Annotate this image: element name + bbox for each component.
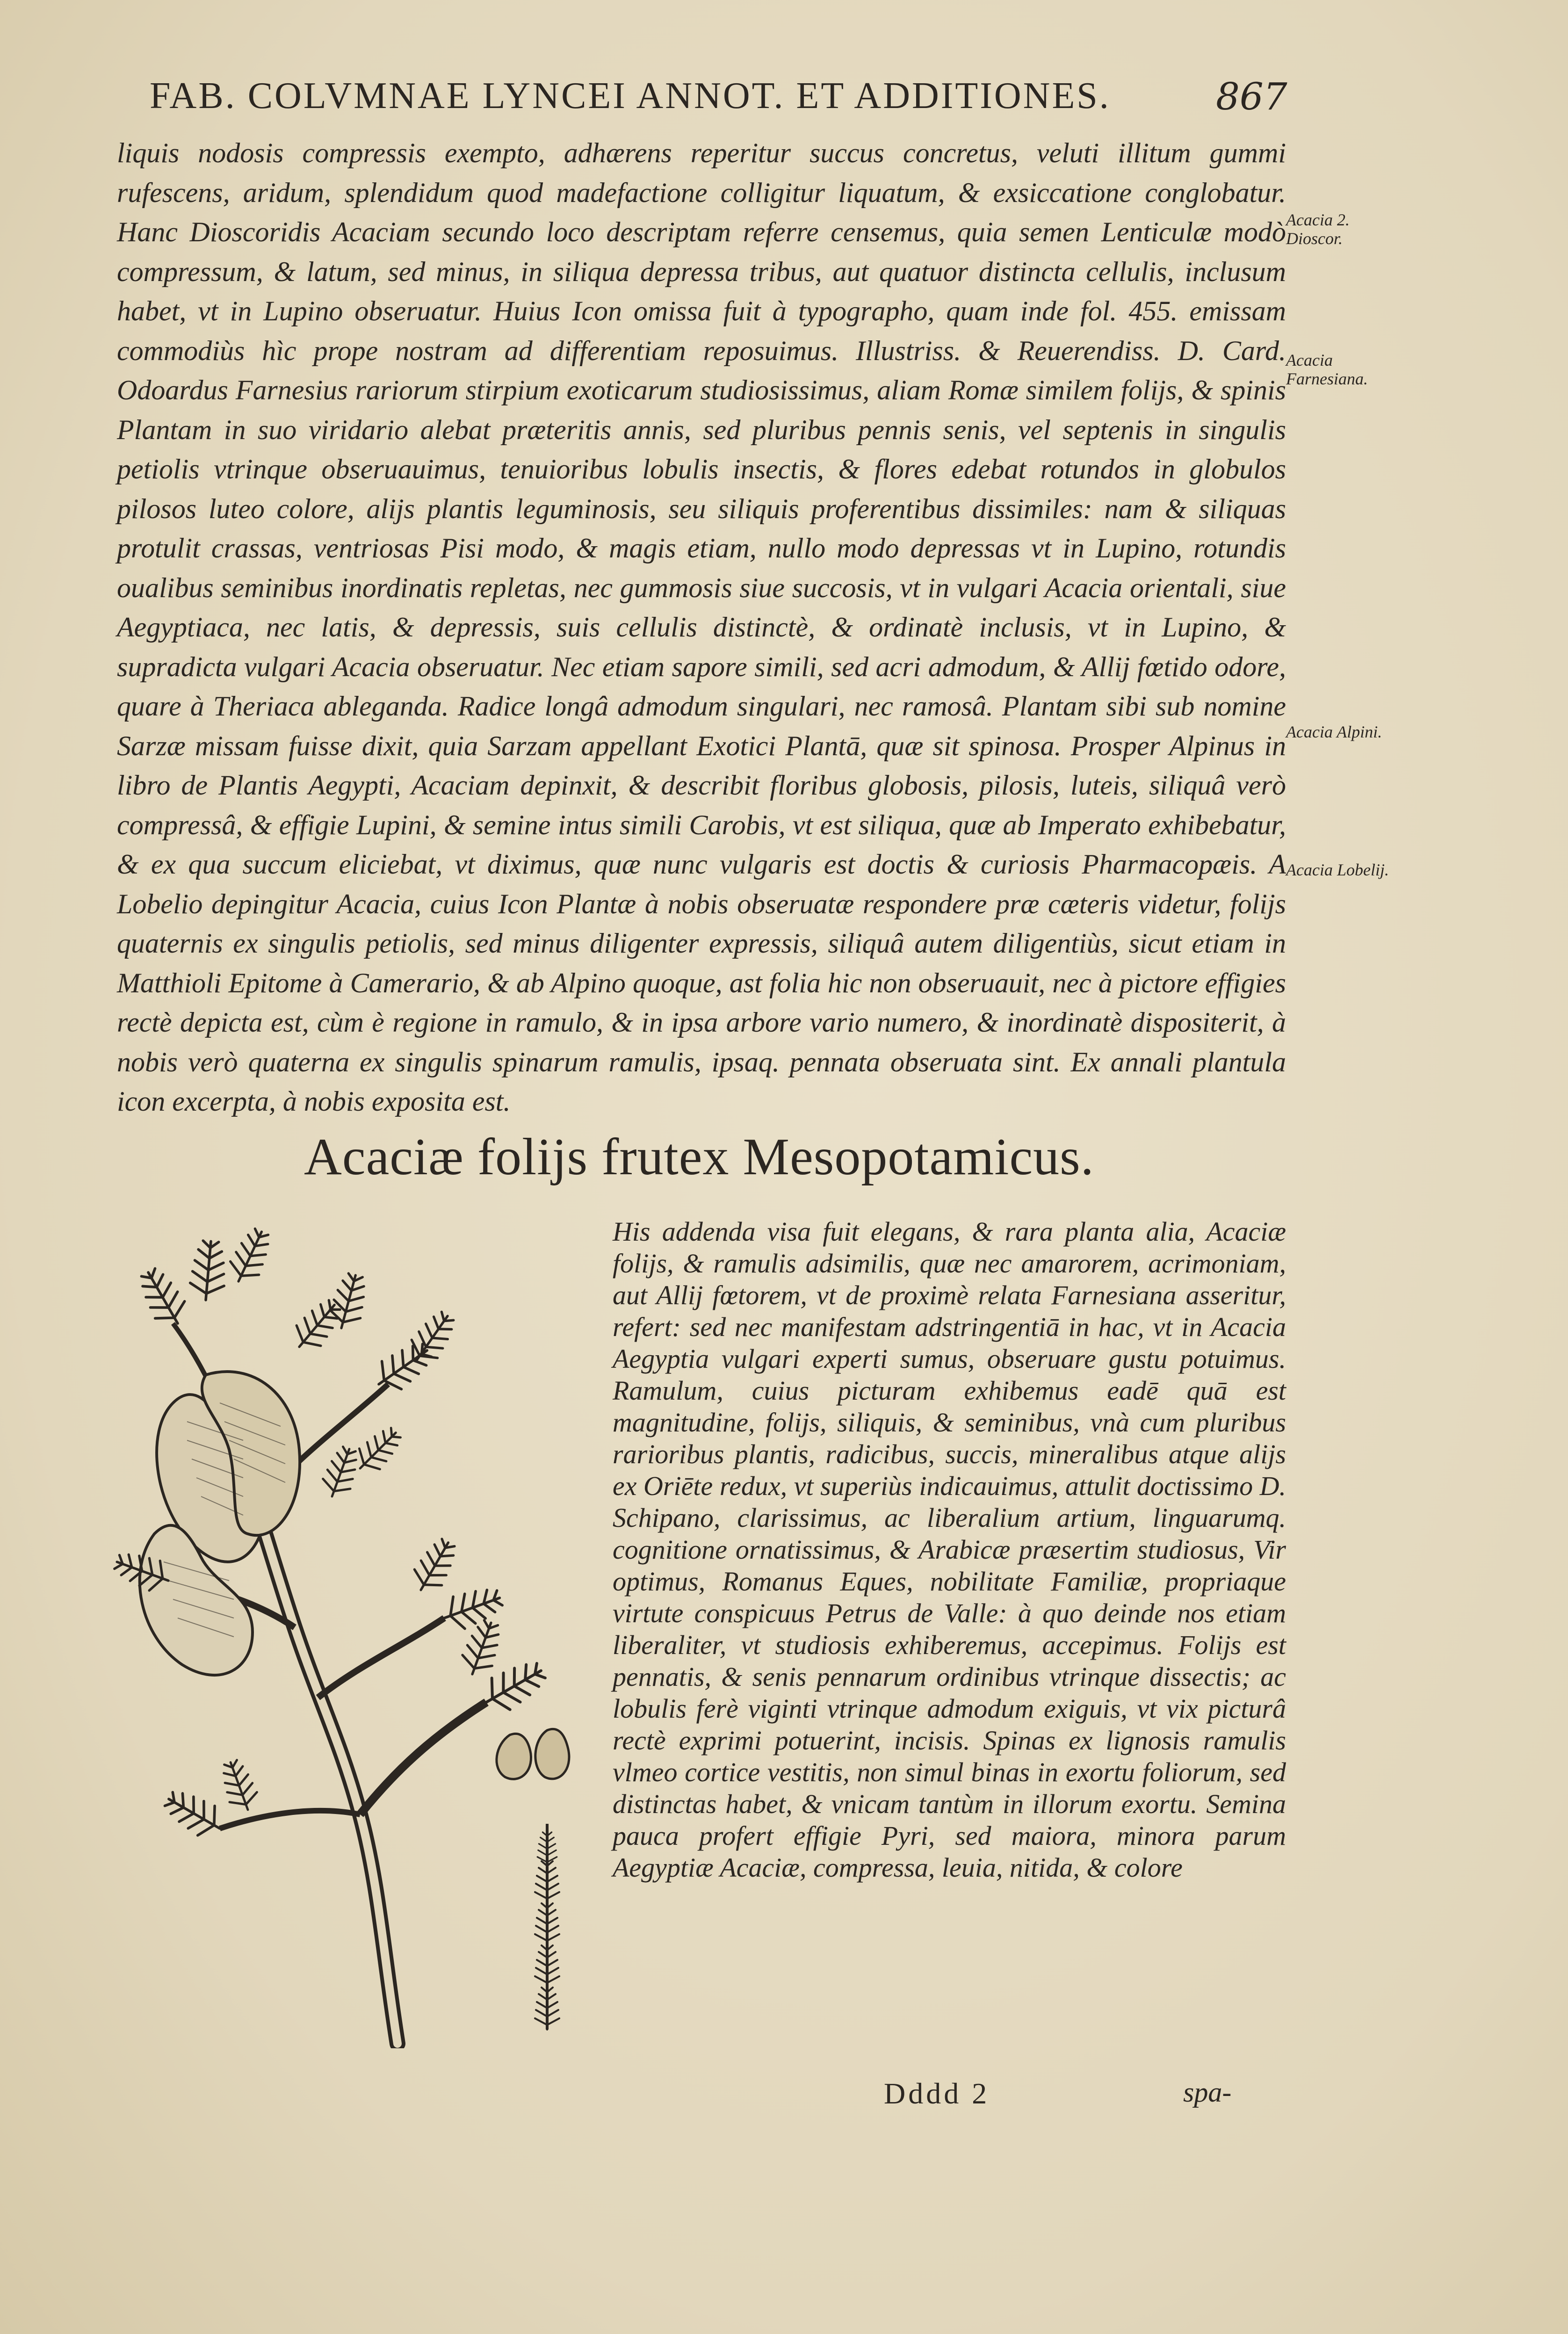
margin-note-acacia-farnesiana: Acacia Farnesiana. <box>1286 351 1368 388</box>
margin-note-acacia-alpini: Acacia Alpini. <box>1286 723 1382 741</box>
margin-note-acacia-lobelii: Acacia Lobelij. <box>1286 860 1389 879</box>
catchword: spa- <box>1183 2077 1232 2108</box>
margin-note-acacia-dioscoridis: Acacia 2. Dioscor. <box>1286 210 1350 248</box>
running-title: FAB. COLVMNAE LYNCEI ANNOT. ET ADDITIONES. <box>150 75 1111 116</box>
body-text: liquis nodosis compressis exempto, adhærens reperitur succus concretus, veluti illitum gummi rufescens, aridum, splendidum quod madefactione colligitur liquatum, & exsiccatione conglobatur. Hanc Dioscoridis Acaciam secundo loco descriptam referre censemus, quia semen Lenticulæ modò compressum, & latum, sed minus, in siliqua depressa tribus, aut quatuor distincta cellulis, inclusum habet, vt in Lupino obseruatur. Huius Icon omissa fuit à typographo, quam inde fol. 455. emissam commodiùs hìc prope nostram ad differentiam reposuimus. Illustriss. & Reuerendiss. D. Card. Odoardus Farnesius rariorum stirpium exoticarum studiosissimus, aliam Romæ similem folijs, & spinis Plantam in suo viridario alebat præteritis annis, sed pluribus pennis senis, vel septenis in singulis petiolis vtrinque obseruauimus, tenuioribus lobulis insectis, & flores edebat rotundos in globulos pilosos luteo colore, alijs plantis leguminosis, seu siliquis proferentibus dissimiles: nam & siliquas protulit crassas, ventriosas Pisi modo, & magis etiam, nullo modo depressas vt in Lupino, rotundis oualibus seminibus inordinatis repletas, nec gummosis siue succosis, vt in vulgari Acacia orientali, siue Aegyptiaca, nec latis, & depressis, suis cellulis distinctè, & ordinatè inclusis, vt in Lupino, & supradicta vulgari Acacia obseruatur. Nec etiam sapore simili, sed acri admodum, & Allij fœtido odore, quare à Theriaca ablegandа. Radice longâ admodum singulari, nec ramosâ. Plantam sibi sub nomine Sarzæ missam fuisse dixit, quia Sarzam appellant Exotici Plantā, quæ sit spinosa. Prosper Alpinus in libro de Plantis Aegypti, Acaciam depinxit, & describit floribus globosis, pilosis, luteis, siliquâ verò compressâ, & effigie Lupini, & semine intus simili Carobis, vt est siliqua, quæ ab Imperato exhibebatur, & ex qua succum eliciebat, vt diximus, quæ nunc vulgaris est doctis & curiosis Pharmacopæis. A Lobelio depingitur Acacia, cuius Icon Plantæ à nobis obseruatæ respondere præ cæteris videtur, folijs quaternis ex singulis petiolis, sed minus diligenter expressis, siliquâ autem diligentiùs, sicut etiam in Matthioli Epitome à Camerario, & ab Alpino quoque, ast folia hic non obseruauit, nec à pictore effigies rectè depicta est, cùm è regione in ramulo, & in ipsa arbore vario numero, & inordinatè dispositerit, à nobis verò quaterna ex singulis spinarum ramulis, ipsaq. pennata obseruata sint. Ex annali plantula icon excerpta, à nobis exposita est. <box>117 137 1286 1117</box>
side-text: His addenda visa fuit elegans, & rara planta alia, Acaciæ folijs, & ramulis adsimilis, quæ nec amarorem, acrimoniam, aut Allij fœtorem, vt de proximè relata Farnesiana asseritur, refert: sed nec manifestam adstringentiā in hac, vt in Acacia Aegyptia vulgari experti sumus, obseruare gustu potuimus. Ramulum, cuius picturam exhibemus eadē quā est magnitudine, folijs, siliquis, & seminibus, vnà cum pluribus rarioribus plantis, radicibus, succis, mineralibus atque alijs ex Oriēte redux, vt superiùs indicauimus, attulit doctissimo D. Schipano, clarissimus, ac liberalium artium, linguarumq. cognitione ornatissimus, & Arabicæ præsertim studiosus, Vir optimus, Romanus Eques, nobilitate Familiæ, propriaque virtute conspicuus Petrus de Valle: à quo deinde nos etiam liberaliter, vt studiosis exhiberemus, accepimus. Folijs est pennatis, & senis pennarum ordinibus vtrinque dissectis; ac lobulis ferè viginti vtrinque admodum exiguis, vt vix picturâ rectè exprimi potuerint, incisis. Spinas ex lignosis ramulis vlmeo cortice vestitis, non simul binas in exortu foliorum, sed distinctas habet, & vnicam tantùm in illorum exortu. Semina pauca profert effigie Pyri, sed maiora, minora parum Aegyptiæ Acaciæ, compressa, leuia, nitida, & colore <box>613 1216 1286 1883</box>
page-number: 867 <box>1216 75 1287 118</box>
figure-title: Acaciæ folijs frutex Mesopotamicus. <box>304 1128 1094 1186</box>
acacia-woodcut-illustration <box>98 1207 603 2048</box>
signature-mark: Dddd 2 <box>884 2077 990 2110</box>
